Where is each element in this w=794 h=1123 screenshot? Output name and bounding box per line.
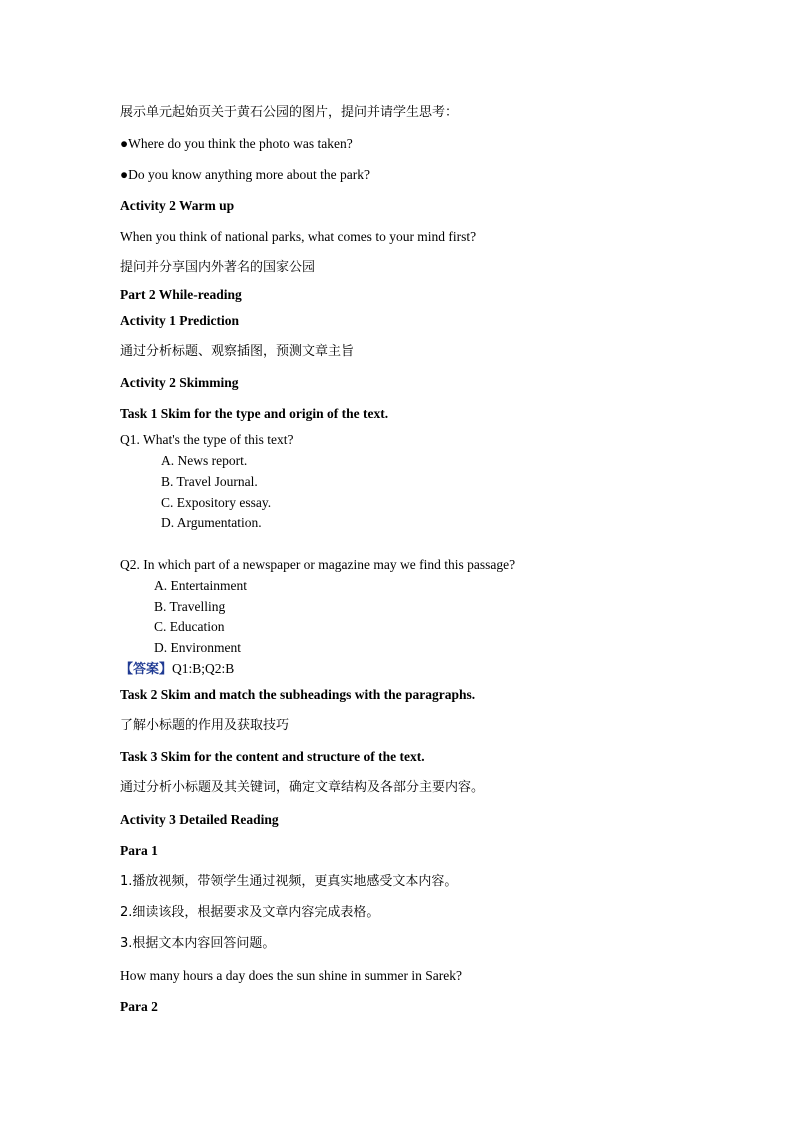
answer-label: 【答案】 bbox=[120, 662, 173, 677]
heading-para-1: Para 1 bbox=[120, 843, 158, 858]
task-2-heading: Task 2 Skim and match the subheadings with the paragraphs. bbox=[120, 687, 476, 702]
task-3-instruction: 通过分析小标题及其关键词，确定文章结构及各部分主要内容。 bbox=[120, 780, 485, 795]
answer-line bbox=[120, 660, 234, 679]
answer-value: Q1:B;Q2:B bbox=[172, 661, 235, 676]
prediction-instruction: 通过分析标题、观察插图，预测文章主旨 bbox=[120, 344, 355, 359]
bullet-question-1: ●Where do you think the photo was taken? bbox=[120, 136, 353, 151]
q2-option-c: C. Education bbox=[154, 619, 225, 634]
q1-option-a: A. News report. bbox=[161, 453, 248, 468]
para-1-step-2: 2.细读该段，根据要求及文章内容完成表格。 bbox=[120, 905, 380, 920]
heading-prediction: Activity 1 Prediction bbox=[120, 313, 239, 328]
heading-while-reading: Part 2 While-reading bbox=[120, 287, 242, 302]
warm-up-instruction: 提问并分享国内外著名的国家公园 bbox=[120, 260, 316, 275]
task-3-heading: Task 3 Skim for the content and structure of the text. bbox=[120, 749, 425, 764]
q2-option-a: A. Entertainment bbox=[154, 578, 247, 593]
q1-option-b: B. Travel Journal. bbox=[161, 474, 258, 489]
heading-para-2: Para 2 bbox=[120, 999, 158, 1014]
heading-detailed-reading: Activity 3 Detailed Reading bbox=[120, 812, 279, 827]
q1-option-c: C. Expository essay. bbox=[161, 495, 272, 510]
para-1-step-3: 3.根据文本内容回答问题。 bbox=[120, 936, 276, 951]
bullet-question-2: ●Do you know anything more about the park? bbox=[120, 167, 370, 182]
para-1-question: How many hours a day does the sun shine in summer in Sarek? bbox=[120, 968, 462, 983]
heading-warm-up: Activity 2 Warm up bbox=[120, 198, 235, 213]
warm-up-question: When you think of national parks, what comes to your mind first? bbox=[120, 229, 477, 244]
q1-option-d: D. Argumentation. bbox=[161, 515, 262, 530]
intro-instruction: 展示单元起始页关于黄石公园的图片，提问并请学生思考： bbox=[120, 105, 459, 120]
question-2: Q2. In which part of a newspaper or magazine may we find this passage? bbox=[120, 557, 516, 572]
heading-skimming: Activity 2 Skimming bbox=[120, 375, 239, 390]
para-1-step-1: 1.播放视频，带领学生通过视频，更真实地感受文本内容。 bbox=[120, 874, 458, 889]
q2-option-d: D. Environment bbox=[154, 640, 241, 655]
task-1-heading: Task 1 Skim for the type and origin of the text. bbox=[120, 406, 389, 421]
task-2-instruction: 了解小标题的作用及获取技巧 bbox=[120, 718, 290, 733]
q2-option-b: B. Travelling bbox=[154, 599, 226, 614]
question-1: Q1. What's the type of this text? bbox=[120, 432, 294, 447]
